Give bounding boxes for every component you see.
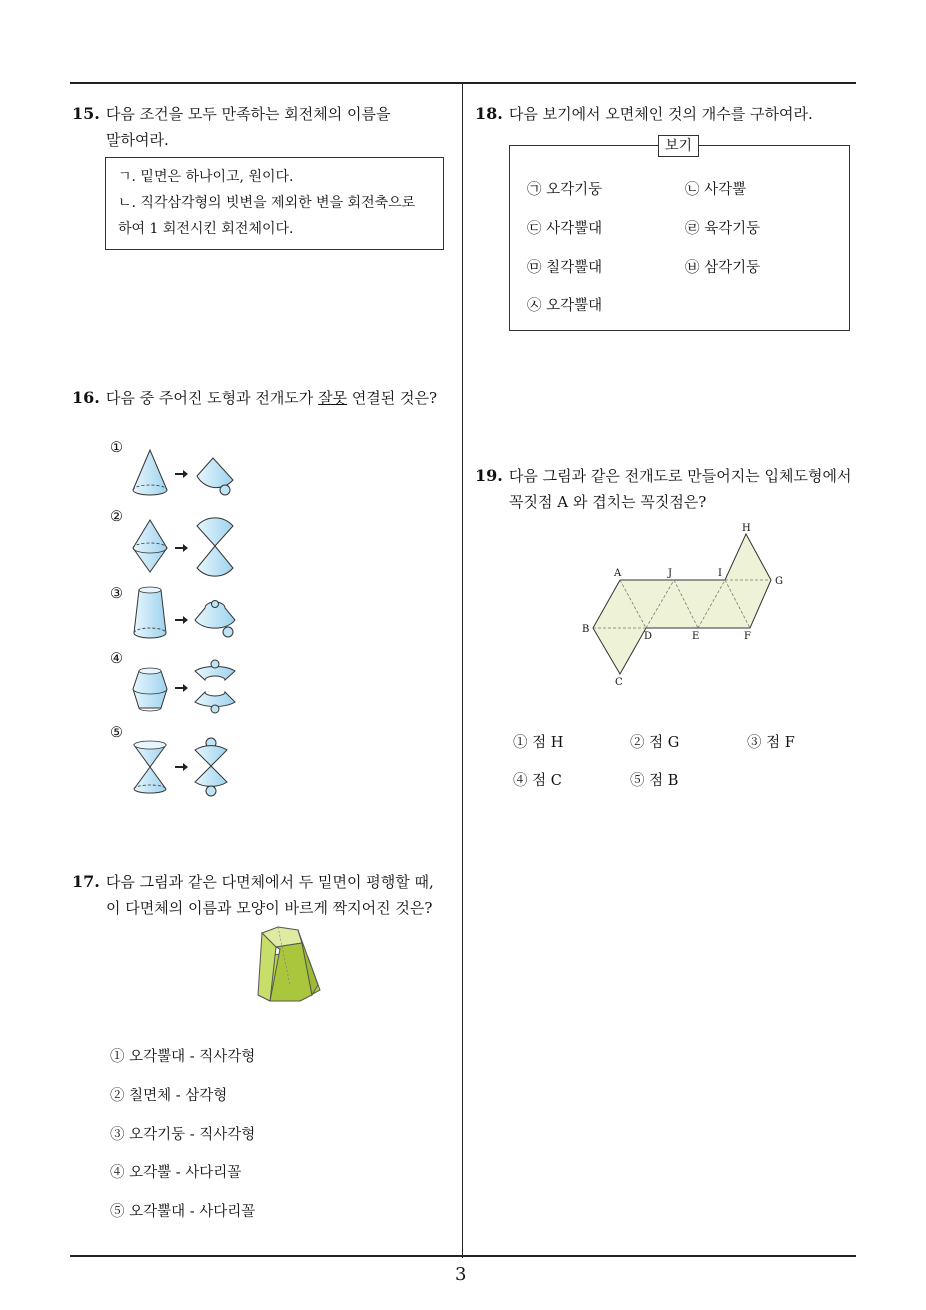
choice-1[interactable]: ① 점 H <box>513 735 564 751</box>
vertex-label-E: E <box>692 631 700 642</box>
pentagonal-frustum-figure <box>250 925 330 1005</box>
question-text: 말하여라. <box>106 131 169 149</box>
arrow-icon <box>175 544 188 552</box>
vertex-label-D: D <box>644 631 653 642</box>
choice-marker[interactable]: ③ <box>110 586 123 602</box>
bogi-item: ㉡ 사각뿔 <box>685 182 747 198</box>
question-number: 16. <box>72 388 100 407</box>
arrow-icon <box>175 470 188 478</box>
choice-2[interactable]: ② 칠면체 - 삼각형 <box>110 1088 228 1104</box>
condition-line: ㄴ. 직각삼각형의 빗변을 제외한 변을 회전축으로 <box>118 195 416 211</box>
question-16 <box>72 385 462 411</box>
bogi-item: ㉦ 오각뿔대 <box>527 298 603 314</box>
question-number: 17. <box>72 872 100 891</box>
question-18 <box>475 101 865 127</box>
choice-5[interactable]: ⑤ 오각뿔대 - 사다리꼴 <box>110 1204 256 1220</box>
condition-line: ㄱ. 밑면은 하나이고, 원이다. <box>118 169 294 185</box>
question-number: 15. <box>72 104 100 123</box>
question-text: 다음 그림과 같은 다면체에서 두 밑면이 평행할 때, <box>105 873 434 891</box>
vertex-label-F: F <box>744 631 751 642</box>
vertex-label-J: J <box>668 568 673 579</box>
question-17 <box>72 869 462 921</box>
question-text: 이 다면체의 이름과 모양이 바르게 짝지어진 것은? <box>106 899 433 917</box>
bogi-label: 보기 <box>658 135 699 157</box>
bogi-item: ㉥ 삼각기둥 <box>685 260 761 276</box>
top-rule <box>70 82 856 84</box>
bogi-item: ㉤ 칠각뿔대 <box>527 260 603 276</box>
condition-box <box>105 157 444 250</box>
question-text: 다음 중 주어진 도형과 전개도가 <box>105 389 319 407</box>
choice-marker[interactable]: ④ <box>110 651 123 667</box>
question-19 <box>475 463 865 515</box>
question-text: 다음 보기에서 오면체인 것의 개수를 구하여라. <box>508 105 813 123</box>
vertex-label-B: B <box>582 624 590 635</box>
octahedron-net-figure <box>578 522 798 687</box>
double-cone-icon <box>133 520 167 572</box>
question-15 <box>72 101 452 153</box>
frustum-icon <box>134 587 166 638</box>
question-text: 꼭짓점 A 와 겹치는 꼭짓점은? <box>509 493 707 511</box>
choice-2[interactable]: ② 점 G <box>630 735 680 751</box>
double-frustum-icon <box>133 668 167 711</box>
vertex-label-H: H <box>742 523 751 534</box>
choice-marker[interactable]: ⑤ <box>110 725 123 741</box>
frustum-net-icon <box>195 601 235 638</box>
choice-5[interactable]: ⑤ 점 B <box>630 773 679 789</box>
question-text-emphasis: 잘못 <box>318 389 348 407</box>
bogi-item: ㉣ 육각기둥 <box>685 221 761 237</box>
choice-marker[interactable]: ① <box>110 440 123 456</box>
question-number: 18. <box>475 104 503 123</box>
column-divider <box>462 83 463 1258</box>
condition-line: 하여 1 회전시킨 회전체이다. <box>118 221 294 237</box>
arrow-icon <box>175 684 188 692</box>
page-number: 3 <box>455 1264 467 1285</box>
vertex-label-C: C <box>615 677 623 687</box>
question-text: 연결된 것은? <box>347 389 438 407</box>
double-frustum-net-icon <box>195 660 235 713</box>
vertex-label-A: A <box>614 568 622 579</box>
question-number: 19. <box>475 466 503 485</box>
choice-3[interactable]: ③ 오각기둥 - 직사각형 <box>110 1127 256 1143</box>
arrow-icon <box>175 763 188 771</box>
choice-1[interactable]: ① 오각뿔대 - 직사각형 <box>110 1049 256 1065</box>
choice-3[interactable]: ③ 점 F <box>747 735 795 751</box>
bottom-rule <box>70 1255 856 1257</box>
question-text: 다음 그림과 같은 전개도로 만들어지는 입체도형에서 <box>508 467 852 485</box>
cone-icon <box>133 450 167 495</box>
bogi-item: ㉠ 오각기둥 <box>527 182 603 198</box>
bogi-item: ㉢ 사각뿔대 <box>527 221 603 237</box>
question-text: 다음 조건을 모두 만족하는 회전체의 이름을 <box>105 105 391 123</box>
choice-marker[interactable]: ② <box>110 509 123 525</box>
choice-4[interactable]: ④ 점 C <box>513 773 562 789</box>
arrow-icon <box>175 616 188 624</box>
solids-and-nets-figure <box>125 440 265 810</box>
vertex-label-I: I <box>718 568 722 579</box>
double-cone-net-icon <box>197 518 233 576</box>
cone-net-icon <box>197 458 233 495</box>
hourglass-net-icon <box>195 738 227 796</box>
vertex-label-G: G <box>775 576 783 587</box>
choice-4[interactable]: ④ 오각뿔 - 사다리꼴 <box>110 1165 242 1181</box>
hourglass-cone-icon <box>134 741 166 793</box>
